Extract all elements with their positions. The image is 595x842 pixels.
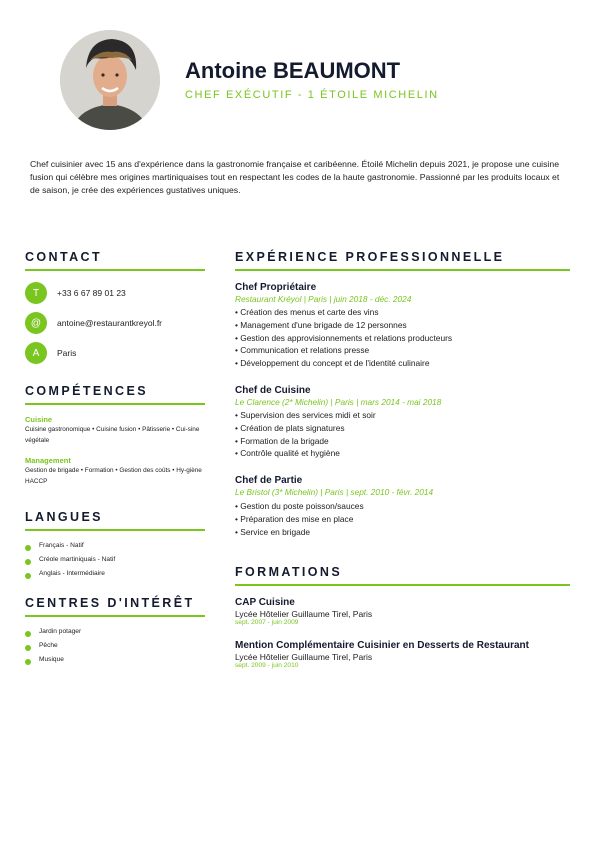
interests-divider <box>25 615 205 617</box>
education-divider <box>235 584 570 586</box>
job-title: Chef de Partie <box>235 475 303 486</box>
interests-heading: CENTRES D'INTÉRÊT <box>25 596 195 610</box>
email-icon: @ <box>25 312 47 334</box>
skill-group-title: Cuisine <box>25 415 53 424</box>
education-heading: FORMATIONS <box>235 565 343 579</box>
job-task: • Formation de la brigade <box>235 435 329 446</box>
education-school: Lycée Hôtelier Guillaume Tirel, Paris <box>235 652 373 662</box>
interest-item: Jardin potager <box>39 628 82 635</box>
bullet-dot <box>25 659 31 665</box>
contact-email[interactable]: antoine@restaurantkreyol.fr <box>57 318 163 328</box>
skill-group-text: Cuisine gastronomique • Cuisine fusion • Pâtisserie • Cui-sine végétale <box>25 426 200 444</box>
skills-heading: COMPÉTENCES <box>25 384 148 398</box>
contact-heading: CONTACT <box>25 250 102 264</box>
address-icon: A <box>25 342 47 364</box>
profile-summary: Chef cuisinier avec 15 ans d'expérience dans la gastronomie française et caribéenne. Étoilé Michelin depuis 2021, je propose une cuisine fusion qui célèbre mes origines martiniquaises tout en respectant les codes de la haute gastronomie. Passionné par les produits locaux et de saison, je crée des expériences gustatives uniques. <box>30 159 560 195</box>
job-title: CHEF EXÉCUTIF - 1 ÉTOILE MICHELIN <box>185 89 439 101</box>
job-title: Chef Propriétaire <box>235 282 317 293</box>
job-task: • Service en brigade <box>235 526 311 537</box>
bullet-dot <box>25 573 31 579</box>
skills-divider <box>25 403 205 405</box>
contact-address: Paris <box>57 348 77 358</box>
job-task: • Gestion du poste poisson/sauces <box>235 501 364 511</box>
job-subtitle: Restaurant Kréyol | Paris | juin 2018 - déc. 2024 <box>235 294 412 304</box>
job-task: • Communication et relations presse <box>235 345 370 356</box>
job-task: • Management d'une brigade de 12 personnes <box>235 319 407 330</box>
contact-phone[interactable]: +33 6 67 89 01 23 <box>57 288 126 298</box>
education-title: CAP Cuisine <box>235 597 295 608</box>
job-task: • Gestion des approvisionnements et relations producteurs <box>235 332 453 343</box>
education-school: Lycée Hôtelier Guillaume Tirel, Paris <box>235 609 373 619</box>
job-task: • Préparation des mise en place <box>235 513 354 524</box>
skill-group-text: Gestion de brigade • Formation • Gestion des coûts • Hy-giène HACCP <box>25 467 202 485</box>
job-task: • Contrôle qualité et hygiène <box>235 448 340 459</box>
languages-divider <box>25 529 205 531</box>
job-tasks <box>235 500 364 538</box>
interest-item: Musique <box>39 656 64 663</box>
education-dates: sept. 2007 - juin 2009 <box>235 619 299 626</box>
interest-item: Pêche <box>39 642 58 649</box>
job-task: • Supervision des services midi et soir <box>235 410 376 420</box>
job-subtitle: Le Bristol (3* Michelin) | Paris | sept. 2010 - févr. 2014 <box>235 487 434 497</box>
job-subtitle: Le Clarence (2* Michelin) | Paris | mars 2014 - mai 2018 <box>235 397 442 407</box>
job-tasks <box>235 409 376 460</box>
language-item: Créole martiniquais - Natif <box>39 556 116 563</box>
language-item: Anglais - Intermédiaire <box>39 570 105 577</box>
skill-group-title: Management <box>25 456 71 465</box>
bullet-dot <box>25 559 31 565</box>
contact-divider <box>25 269 205 271</box>
languages-heading: LANGUES <box>25 510 103 524</box>
candidate-name: Antoine BEAUMONT <box>185 58 401 83</box>
job-task: • Création de plats signatures <box>235 422 345 433</box>
education-title: Mention Complémentaire Cuisinier en Desserts de Restaurant <box>235 640 529 651</box>
job-task: • Création des menus et carte des vins <box>235 307 379 317</box>
experience-heading: EXPÉRIENCE PROFESSIONNELLE <box>235 250 505 264</box>
language-item: Français - Natif <box>39 542 84 549</box>
job-task: • Développement du concept et de l'identité culinaire <box>235 358 430 369</box>
experience-divider <box>235 269 570 271</box>
phone-icon: T <box>25 282 47 304</box>
job-title: Chef de Cuisine <box>235 385 311 396</box>
bullet-dot <box>25 631 31 637</box>
profile-photo <box>60 30 160 130</box>
bullet-dot <box>25 545 31 551</box>
bullet-dot <box>25 645 31 651</box>
education-dates: sept. 2009 - juin 2010 <box>235 662 299 669</box>
job-tasks <box>235 306 452 370</box>
